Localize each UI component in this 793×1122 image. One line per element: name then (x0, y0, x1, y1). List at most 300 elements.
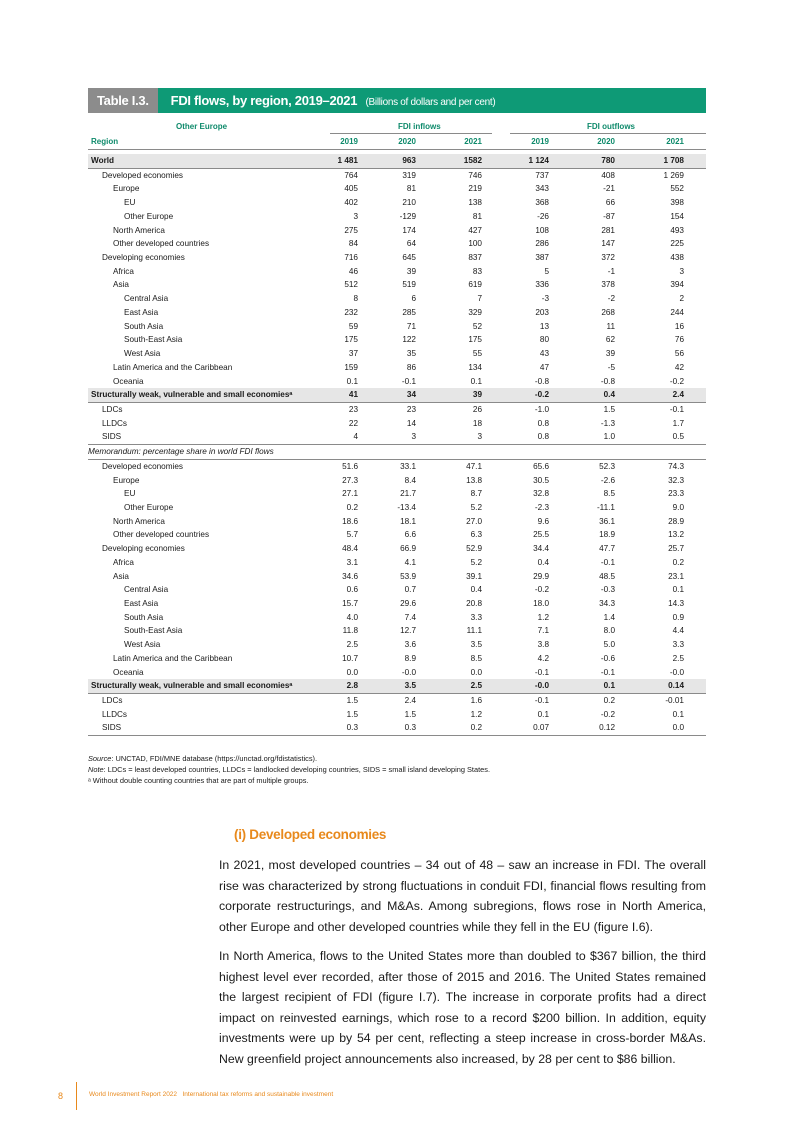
cell-value: 746 (468, 170, 482, 180)
cell-value: 30.5 (533, 475, 549, 485)
cell-value: 0.4 (603, 390, 615, 400)
cell-value: 8.4 (404, 475, 416, 485)
cell-value: 22 (348, 418, 358, 428)
cell-value: 14.3 (668, 599, 684, 608)
cell-value: -87 (603, 211, 615, 221)
cell-value: 8.0 (603, 626, 615, 636)
table-row (88, 693, 706, 708)
cell-value: 4.0 (346, 612, 358, 622)
header-year: 2021 (666, 137, 684, 146)
row-label: East Asia (124, 307, 159, 317)
cell-value: 285 (402, 307, 416, 317)
cell-value: -2.6 (600, 475, 615, 485)
header-year: 2019 (340, 137, 358, 146)
cell-value: 51.6 (342, 461, 358, 471)
table-row (88, 528, 706, 542)
memo-label: Memorandum: percentage share in world FDI flows (88, 447, 274, 457)
cell-value: 3 (679, 266, 684, 276)
cell-value: -1.0 (534, 404, 549, 414)
row-label: West Asia (124, 640, 161, 650)
table-row (88, 237, 706, 251)
cell-value: 43 (539, 349, 549, 359)
row-label: EU (124, 489, 136, 499)
table-row (88, 196, 706, 210)
cell-value: 42 (674, 362, 684, 372)
row-label: SIDS (102, 432, 122, 442)
cell-value: 34.3 (599, 599, 615, 608)
footnote-a: ᵃ Without double counting countries that are part of multiple groups. (88, 775, 309, 785)
header-year: 2020 (398, 137, 416, 146)
cell-value: 134 (468, 362, 482, 372)
cell-value: 4.4 (672, 626, 684, 636)
cell-value: 408 (601, 170, 615, 180)
cell-value: 394 (670, 280, 684, 290)
cell-value: 48.5 (599, 571, 615, 581)
row-label: Europe (113, 184, 140, 194)
cell-value: 33.1 (400, 461, 416, 471)
cell-value: 8 (353, 294, 358, 304)
table-row (88, 652, 706, 666)
cell-value: 336 (535, 280, 549, 290)
table-notes (88, 754, 490, 786)
cell-value: 11.1 (466, 626, 482, 636)
cell-value: 86 (406, 362, 416, 372)
paragraph: In North America, flows to the United States more than doubled to $367 billion, the third highest level ever recorded, after those of 2015 and 2016. The United States remained the largest recipient of FDI (figure I.7). The increase in corporate profits had a direct impact on reinvested earnings, which rose to a record $200 billion. In addition, equity investments were up by 54 per cent, reflecting a steep increase in cross-border M&As. New greenfield project announcements also increased, by 28 per cent to $86 billion. (219, 949, 706, 1066)
cell-value: 1.5 (603, 404, 615, 414)
cell-value: 0.07 (533, 723, 549, 733)
cell-value: -1.3 (600, 418, 615, 428)
cell-value: 15.7 (342, 599, 358, 608)
cell-value: 27.1 (342, 489, 358, 499)
cell-value: -5 (607, 362, 615, 372)
cell-value: 0.1 (672, 709, 684, 719)
cell-value: 159 (344, 362, 358, 372)
cell-value: 66 (605, 198, 615, 208)
cell-value: -0.6 (600, 653, 615, 663)
table-row (88, 542, 706, 556)
row-label: East Asia (124, 599, 159, 608)
cell-value: 26 (472, 404, 482, 414)
table-title (158, 93, 496, 108)
outflows-rule (510, 133, 706, 134)
stray-header: Other Europe (176, 122, 228, 131)
cell-value: -0.01 (665, 696, 684, 706)
cell-value: 28.9 (668, 516, 684, 526)
cell-value: 764 (344, 170, 358, 180)
cell-value: 203 (535, 307, 549, 317)
cell-value: 225 (670, 239, 684, 249)
cell-value: 34 (406, 390, 416, 400)
cell-value: 5 (544, 266, 549, 276)
cell-value: 1.4 (603, 612, 615, 622)
memo-heading (88, 444, 706, 459)
cell-value: 1.5 (404, 709, 416, 719)
cell-value: 232 (344, 307, 358, 317)
cell-value: 275 (344, 225, 358, 235)
cell-value: 18.9 (599, 530, 615, 540)
table-row (88, 570, 706, 584)
row-label: World (91, 156, 115, 165)
cell-value: 3.5 (470, 640, 482, 650)
cell-value: 29.9 (533, 571, 549, 581)
cell-value: 23 (406, 404, 416, 414)
fdi-table (88, 154, 706, 736)
table-row (88, 417, 706, 431)
row-label: North America (113, 225, 165, 235)
cell-value: -2.3 (534, 502, 549, 512)
cell-value: -0.1 (534, 667, 549, 677)
cell-value: 2.4 (404, 696, 416, 706)
cell-value: 48.4 (342, 544, 358, 554)
table-row (88, 168, 706, 183)
header-year: 2021 (464, 137, 482, 146)
cell-value: -26 (537, 211, 549, 221)
cell-value: 1.7 (672, 418, 684, 428)
table-number: Table I.3. (88, 88, 158, 113)
cell-value: -11.1 (596, 502, 615, 512)
header-fdi-outflows: FDI outflows (587, 122, 635, 131)
cell-value: 0.14 (668, 681, 684, 691)
table-unit: (Billions of dollars and per cent) (365, 97, 496, 108)
cell-value: 37 (348, 349, 358, 359)
cell-value: 10.7 (342, 653, 358, 663)
cell-value: 18 (472, 418, 482, 428)
cell-value: 0.5 (672, 432, 684, 442)
cell-value: 1 124 (528, 156, 549, 165)
cell-value: 8.5 (603, 489, 615, 499)
cell-value: 56 (674, 349, 684, 359)
table-title-main: FDI flows, by region, 2019–2021 (170, 93, 358, 108)
cell-value: 3.3 (470, 612, 482, 622)
cell-value: 0.3 (404, 723, 416, 733)
cell-value: 7 (477, 294, 482, 304)
note-line: Note: LDCs = least developed countries, LLDCs = landlocked developing countries, SIDS = small island developing States. (88, 764, 491, 774)
cell-value: 219 (468, 184, 482, 194)
cell-value: 7.4 (404, 612, 416, 622)
cell-value: 11.8 (342, 626, 358, 636)
cell-value: -0.1 (600, 667, 615, 677)
cell-value: 1.5 (346, 709, 358, 719)
row-label: Other Europe (124, 502, 174, 512)
cell-value: 4 (353, 432, 358, 442)
table-row (88, 402, 706, 417)
cell-value: 39 (605, 349, 615, 359)
row-label: Africa (113, 557, 134, 567)
row-label: Oceania (113, 667, 144, 677)
cell-value: 780 (601, 156, 615, 165)
row-label: Developing economies (102, 253, 185, 263)
cell-value: 52.9 (466, 544, 482, 554)
cell-value: 12.7 (400, 626, 416, 636)
inflows-rule (330, 133, 492, 134)
cell-value: 47.7 (599, 544, 615, 554)
cell-value: 319 (402, 170, 416, 180)
row-label: Developing economies (102, 544, 185, 554)
cell-value: -0.3 (600, 585, 615, 595)
cell-value: 25.5 (533, 530, 549, 540)
cell-value: 4.2 (537, 653, 549, 663)
cell-value: 55 (472, 349, 482, 359)
cell-value: 64 (406, 239, 416, 249)
table-row (88, 388, 706, 402)
cell-value: 1 481 (337, 156, 358, 165)
row-label: Africa (113, 266, 134, 276)
table-row (88, 583, 706, 597)
cell-value: 18.1 (400, 516, 416, 526)
cell-value: 18.6 (342, 516, 358, 526)
cell-value: 281 (601, 225, 615, 235)
cell-value: 1.0 (603, 432, 615, 442)
cell-value: 3 (353, 211, 358, 221)
cell-value: 11 (606, 321, 615, 331)
cell-value: 438 (670, 253, 684, 263)
cell-value: 175 (468, 335, 482, 345)
row-label: Europe (113, 475, 140, 485)
cell-value: -1 (607, 266, 615, 276)
cell-value: 84 (348, 239, 358, 249)
cell-value: 46 (348, 266, 358, 276)
row-label: Other developed countries (113, 530, 210, 540)
cell-value: 1.6 (470, 696, 482, 706)
cell-value: 0.6 (346, 585, 358, 595)
cell-value: 47.1 (466, 461, 482, 471)
table-row (88, 361, 706, 375)
table-row (88, 375, 706, 389)
cell-value: 74.3 (668, 461, 684, 471)
cell-value: 343 (535, 184, 549, 194)
cell-value: 36.1 (599, 516, 615, 526)
row-label: South Asia (124, 612, 164, 622)
cell-value: 512 (344, 280, 358, 290)
paragraph: In 2021, most developed countries – 34 out of 48 – saw an increase in FDI. The overall rise was characterized by strong fluctuations in conduit FDI, financial flows resulting from corporate restructurings, and M&As. Among subregions, flows rose in North America, other Europe and other developed countries while they fell in the EU (figure I.6). (219, 858, 706, 934)
cell-value: 5.7 (346, 530, 358, 540)
footer-divider (76, 1082, 77, 1110)
cell-value: 18.0 (533, 599, 549, 608)
row-label: SIDS (102, 723, 122, 733)
cell-value: 6 (411, 294, 416, 304)
cell-value: 210 (402, 198, 416, 208)
cell-value: 1582 (463, 156, 482, 165)
table-row (88, 278, 706, 292)
row-label: LLDCs (102, 418, 128, 428)
cell-value: 1.2 (537, 612, 549, 622)
cell-value: 2.4 (672, 390, 684, 400)
cell-value: 378 (601, 280, 615, 290)
table-row (88, 224, 706, 238)
cell-value: 387 (535, 253, 549, 263)
cell-value: 286 (535, 239, 549, 249)
cell-value: 59 (348, 321, 358, 331)
table-row (88, 638, 706, 652)
cell-value: 5.2 (470, 502, 482, 512)
header-region: Region (91, 137, 119, 146)
cell-value: 20.8 (466, 599, 482, 608)
table-row (88, 333, 706, 347)
cell-value: 427 (468, 225, 482, 235)
cell-value: 0.0 (470, 667, 482, 677)
row-label: Other Europe (124, 211, 174, 221)
cell-value: 23.1 (668, 571, 684, 581)
cell-value: 3.3 (672, 640, 684, 650)
cell-value: 0.12 (599, 723, 615, 733)
table-title-bar (88, 88, 706, 113)
cell-value: 0.1 (603, 681, 615, 691)
cell-value: 32.3 (668, 475, 684, 485)
table-row (88, 320, 706, 334)
cell-value: 25.7 (668, 544, 684, 554)
row-label: Developed economies (102, 461, 184, 471)
cell-value: -0.2 (600, 709, 615, 719)
cell-value: 493 (670, 225, 684, 235)
cell-value: 3.5 (404, 681, 416, 691)
table-row (88, 721, 706, 735)
cell-value: 9.0 (672, 502, 684, 512)
cell-value: -0.1 (669, 404, 684, 414)
row-label: Central Asia (124, 585, 169, 595)
cell-value: 35 (406, 349, 416, 359)
cell-value: 2.8 (346, 681, 358, 691)
cell-value: -3 (541, 294, 549, 304)
cell-value: 0.1 (672, 585, 684, 595)
table-row (88, 430, 706, 444)
page-number: 8 (58, 1091, 64, 1101)
cell-value: -0.0 (669, 667, 684, 677)
cell-value: 398 (670, 198, 684, 208)
row-label: Oceania (113, 376, 144, 386)
cell-value: 552 (670, 184, 684, 194)
cell-value: 27.0 (466, 516, 482, 526)
row-label: Asia (113, 280, 129, 290)
cell-value: 0.7 (404, 585, 416, 595)
table-row (88, 624, 706, 638)
row-label: South-East Asia (124, 626, 183, 636)
cell-value: 13 (539, 321, 549, 331)
cell-value: 5.2 (470, 557, 482, 567)
cell-value: 372 (601, 253, 615, 263)
cell-value: 21.7 (400, 489, 416, 499)
footer-text: World Investment Report 2022 International tax reforms and sustainable investment (89, 1091, 334, 1098)
header-year: 2020 (597, 137, 615, 146)
row-label: Developed economies (102, 170, 184, 180)
row-label: LDCs (102, 696, 123, 706)
cell-value: 0.4 (470, 585, 482, 595)
page-footer (0, 1082, 793, 1112)
table-row (88, 210, 706, 224)
row-label: North America (113, 516, 165, 526)
cell-value: -21 (603, 184, 615, 194)
cell-value: 76 (674, 335, 684, 345)
cell-value: -0.2 (534, 390, 549, 400)
cell-value: 0.1 (537, 709, 549, 719)
cell-value: 402 (344, 198, 358, 208)
table-row (88, 597, 706, 611)
cell-value: 108 (535, 225, 549, 235)
section-title: (i) Developed economies (234, 827, 387, 842)
cell-value: 837 (468, 253, 482, 263)
cell-value: 71 (406, 321, 416, 331)
row-label: South-East Asia (124, 335, 183, 345)
table-row (88, 556, 706, 570)
cell-value: 716 (344, 253, 358, 263)
cell-value: -2 (607, 294, 615, 304)
cell-value: 0.4 (537, 557, 549, 567)
cell-value: 1 708 (663, 156, 684, 165)
cell-value: 175 (344, 335, 358, 345)
cell-value: -129 (399, 211, 416, 221)
cell-value: -13.4 (397, 502, 416, 512)
table-row (88, 459, 706, 474)
table-row (88, 154, 706, 168)
cell-value: 23 (348, 404, 358, 414)
cell-value: 52 (472, 321, 482, 331)
cell-value: 737 (535, 170, 549, 180)
table-row (88, 347, 706, 361)
cell-value: 1 269 (663, 170, 684, 180)
table-row (88, 487, 706, 501)
header-fdi-inflows: FDI inflows (398, 122, 441, 131)
cell-value: 0.0 (346, 667, 358, 677)
table-row (88, 292, 706, 306)
cell-value: 2.5 (346, 640, 358, 650)
table-row (88, 474, 706, 488)
cell-value: 8.9 (404, 653, 416, 663)
cell-value: 65.6 (533, 461, 549, 471)
cell-value: -0.2 (669, 376, 684, 386)
table-row (88, 306, 706, 320)
row-label: Asia (113, 571, 129, 581)
table-row (88, 182, 706, 196)
cell-value: 0.3 (346, 723, 358, 733)
cell-value: 147 (601, 239, 615, 249)
cell-value: 34.6 (342, 571, 358, 581)
row-label: EU (124, 198, 136, 208)
row-label: Latin America and the Caribbean (113, 653, 233, 663)
cell-value: 7.1 (537, 626, 549, 636)
row-label: Central Asia (124, 294, 169, 304)
cell-value: 34.4 (533, 544, 549, 554)
header-rule (88, 149, 706, 150)
cell-value: 0.8 (537, 432, 549, 442)
cell-value: 174 (402, 225, 416, 235)
cell-value: -0.1 (600, 557, 615, 567)
cell-value: 39 (406, 266, 416, 276)
cell-value: -0.1 (401, 376, 416, 386)
cell-value: 244 (670, 307, 684, 317)
cell-value: -0.1 (534, 696, 549, 706)
cell-value: 3.1 (346, 557, 358, 567)
cell-value: 80 (539, 335, 549, 345)
cell-value: 3 (411, 432, 416, 442)
cell-value: -0.8 (600, 376, 615, 386)
cell-value: 0.2 (672, 557, 684, 567)
cell-value: 41 (348, 390, 358, 400)
cell-value: 14 (406, 418, 416, 428)
cell-value: 4.1 (404, 557, 416, 567)
table-row (88, 251, 706, 265)
row-label: Latin America and the Caribbean (113, 362, 233, 372)
cell-value: 268 (601, 307, 615, 317)
cell-value: 9.6 (537, 516, 549, 526)
cell-value: 53.9 (400, 571, 416, 581)
cell-value: 1.2 (470, 709, 482, 719)
cell-value: 138 (468, 198, 482, 208)
cell-value: 81 (406, 184, 416, 194)
cell-value: 3 (477, 432, 482, 442)
cell-value: 13.2 (668, 530, 684, 540)
cell-value: 0.1 (346, 376, 358, 386)
cell-value: 39 (472, 390, 482, 400)
cell-value: 8.5 (470, 653, 482, 663)
